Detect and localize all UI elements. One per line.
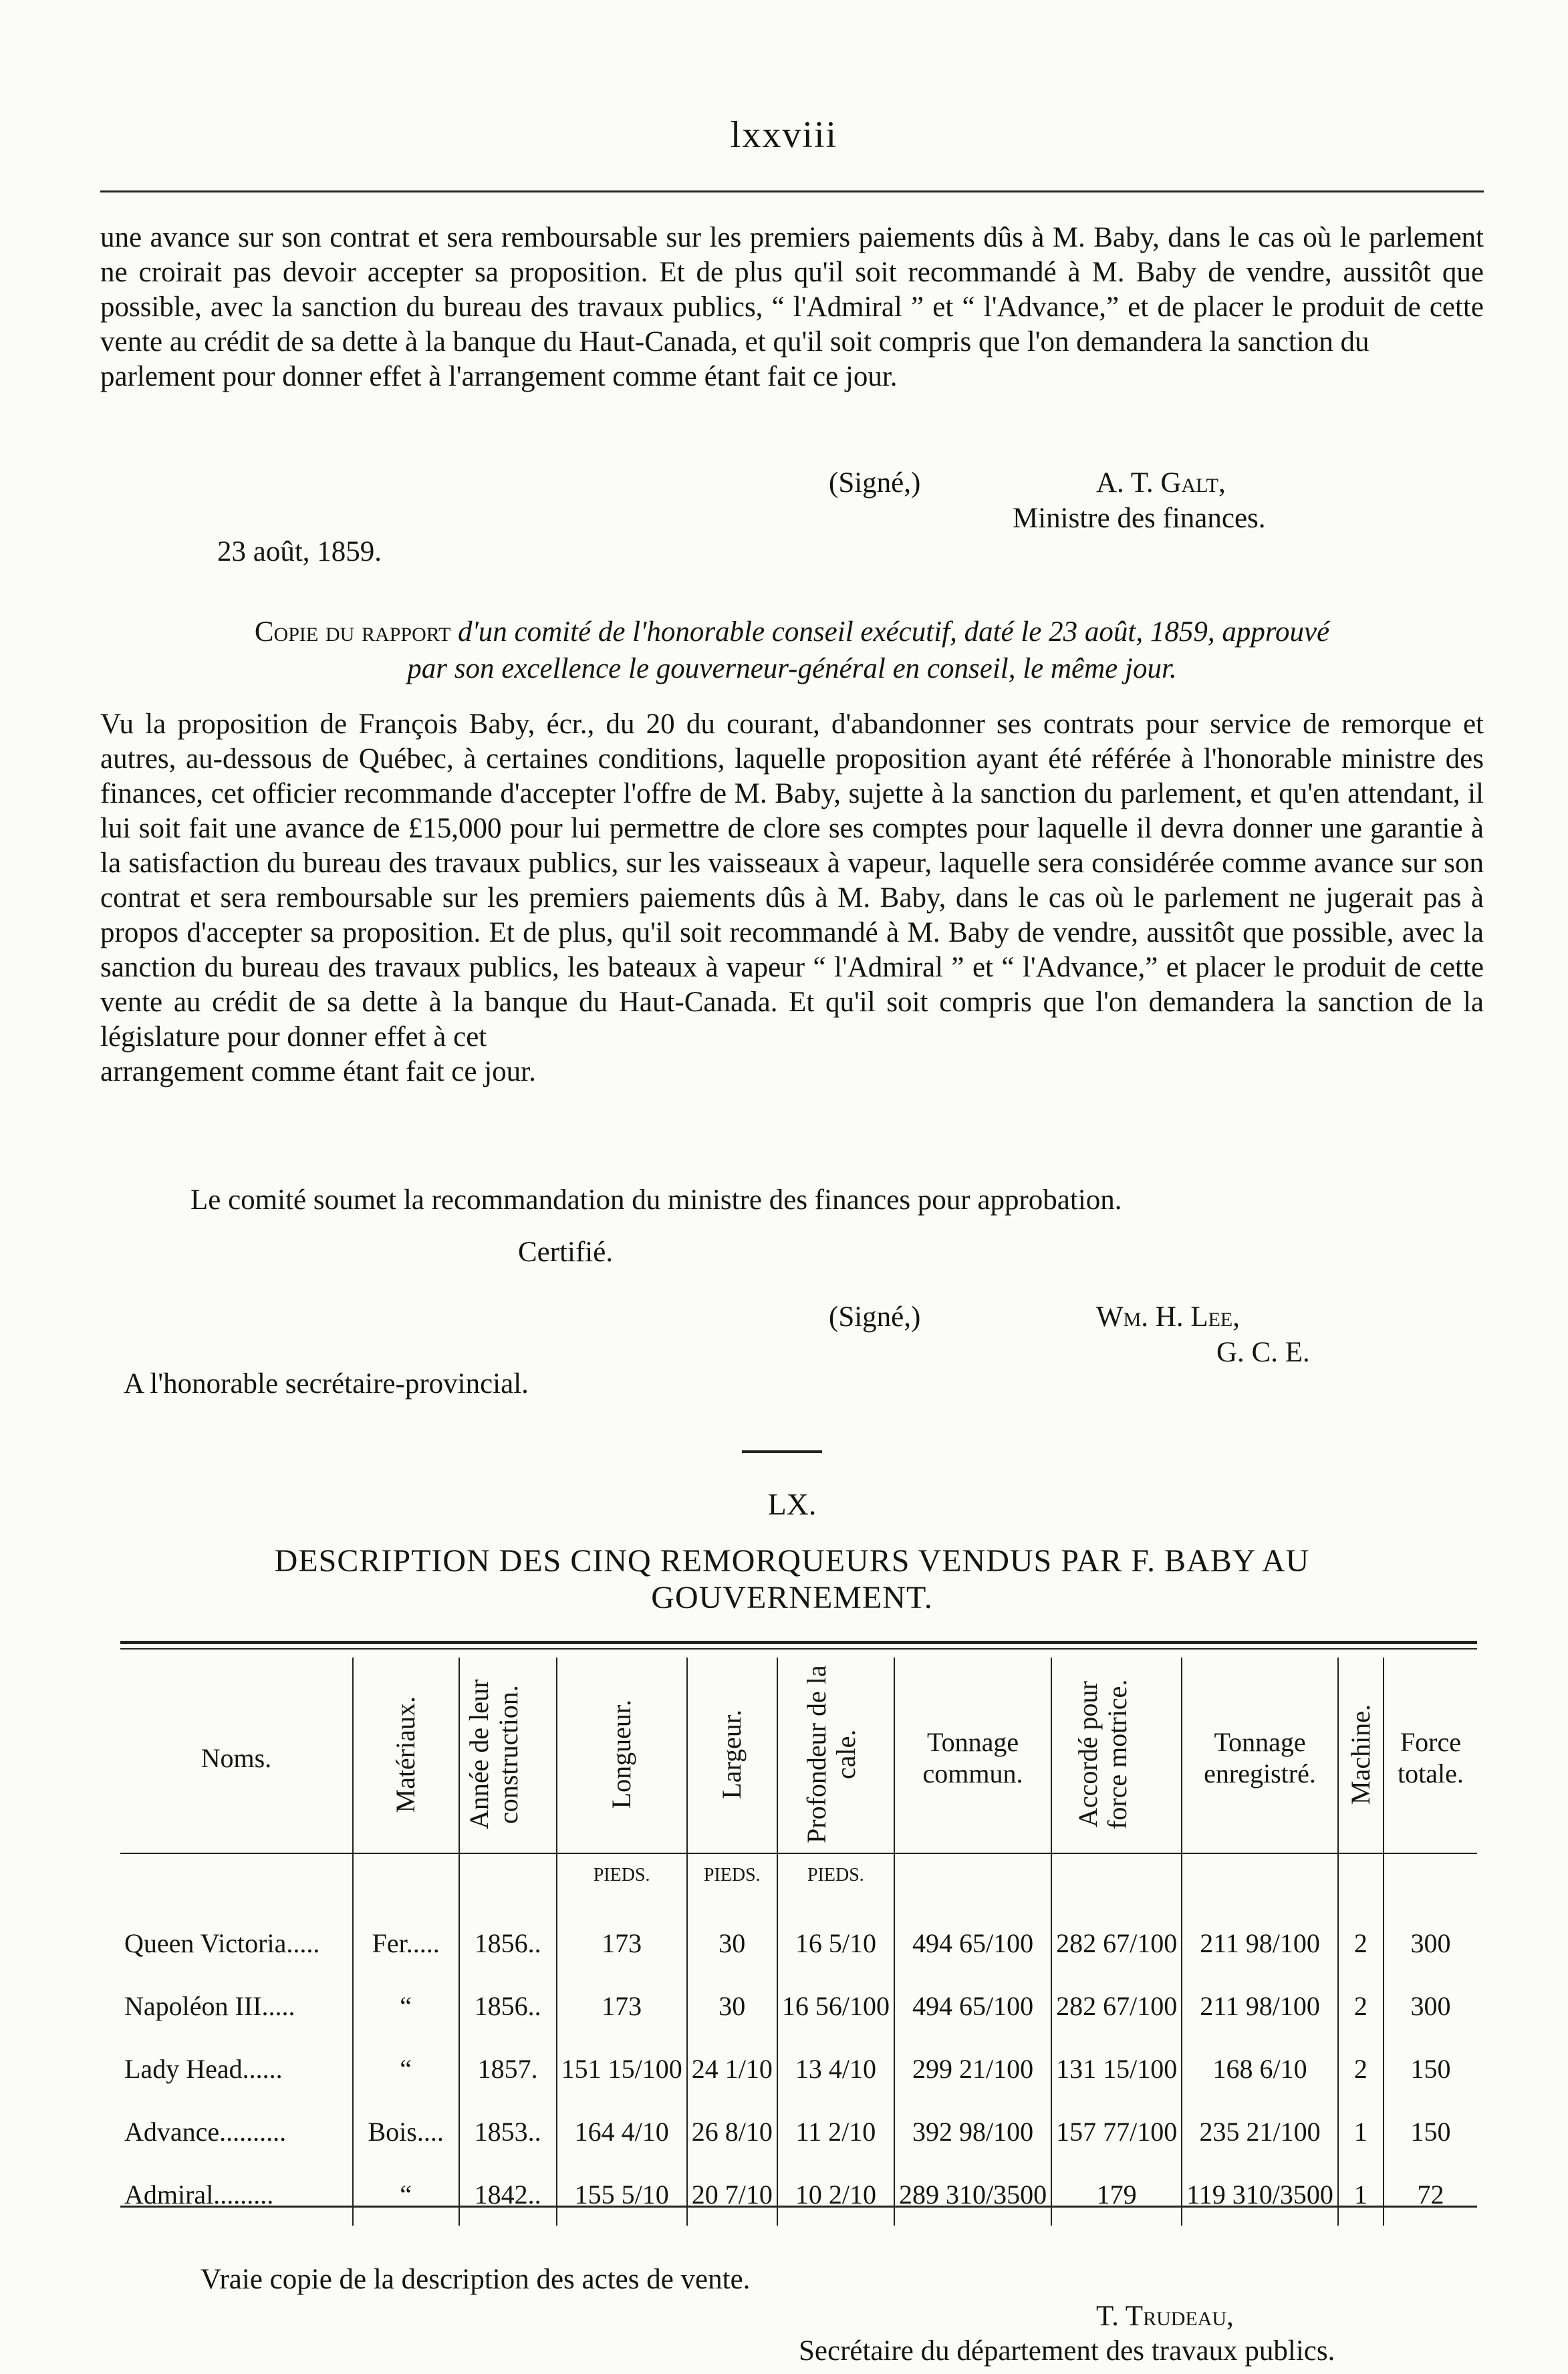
- section-title-2: GOUVERNEMENT.: [651, 1580, 933, 1615]
- table-header-row: [120, 1658, 1477, 1858]
- paragraph-2-body: Vu la proposition de François Baby, écr., du 20 du courant, d'abandonner ses contrats pour service de remorque et autres, au-dessous de Québec, à certaines conditions, laquelle proposition ayant été référée à l'honorable ministre des finances, cet officier recommande d'accepter l'offre de M. Baby, sujette à la sanction du parlement, et qu'en attendant, il lui soit fait une avance de £15,000 pour lui permettre de clore ses comptes pour laquelle il devra donner une garantie à la satisfaction du bureau des travaux publics, sur les vaisseaux à vapeur, laquelle sera considérée comme avance sur son contrat et sera remboursable sur les premiers paiements dûs à M. Baby, dans le cas où le parlement ne jugerait pas à propos d'accepter sa proposition. Et de plus, qu'il soit recommandé à M. Baby de vendre, aussitôt que possible, avec la sanction du bureau des travaux publics, les bateaux à vapeur “ l'Admiral ” et “ l'Advance,” et placer le produit de cette vente au crédit de sa dette à la banque du Haut-Canada. Et qu'il soit compris que l'on demandera la sanction de la législature pour donner effet à cet: [100, 708, 1484, 1053]
- header-tonnage-commun: Tonnage commun.: [894, 1658, 1051, 1858]
- table-units-row: [120, 1858, 1477, 1911]
- cell-name: Admiral.........: [124, 2179, 274, 2210]
- footer-note: Vraie copie de la description des actes de vente.: [201, 2264, 751, 2295]
- unit-profondeur: PIEDS.: [777, 1858, 894, 1911]
- header-annee: Année de leur construction.: [459, 1658, 557, 1858]
- paragraph-2-last-line: arrangement comme étant fait ce jour.: [100, 1056, 536, 1087]
- header-noms: Noms.: [201, 1742, 272, 1773]
- signature-1-title: Ministre des finances.: [1013, 503, 1266, 534]
- header-rule: [100, 190, 1484, 192]
- header-materiaux: Matériaux.: [353, 1658, 459, 1858]
- table-top-rule-thin: [120, 1648, 1477, 1650]
- cell-name: Napoléon III.....: [124, 1990, 295, 2021]
- paragraph-2: [100, 707, 1484, 1089]
- paragraph-3: Le comité soumet la recommandation du ministre des finances pour approbation.: [190, 1184, 1122, 1216]
- paragraph-1-body: une avance sur son contrat et sera remboursable sur les premiers paiements dûs à M. Baby, dans le cas où le parlement ne croirait pas devoir accepter sa proposition. Et de plus qu'il soit recommandé à M. Baby de vendre, aussitôt que possible, avec la sanction du bureau des travaux publics, “ l'Admiral ” et “ l'Advance,” et de placer le produit de cette vente au crédit de sa dette à la banque du Haut-Canada, et qu'il soit compris que l'on demandera la sanction du: [100, 222, 1484, 358]
- certifie: Certifié.: [518, 1236, 614, 1268]
- unit-largeur: PIEDS.: [687, 1858, 777, 1911]
- copie-heading-line-1: [100, 615, 1484, 650]
- table-row: Napoléon III..... “ 1856.. 173 30 16 56/100 494 65/100 282 67/100 211 98/100 2 300: [120, 1974, 1477, 2037]
- cell-name: Advance..........: [124, 2116, 287, 2147]
- copie-heading-lead: Copie du rapport: [254, 616, 451, 648]
- footer-title: Secrétaire du département des travaux publics.: [799, 2335, 1335, 2367]
- table-bottom-rule: [120, 2206, 1477, 2208]
- section-number: LX.: [767, 1487, 817, 1521]
- paragraph-1-last-line: parlement pour donner effet à l'arrangement comme étant fait ce jour.: [100, 361, 898, 392]
- signature-2-title: G. C. E.: [1216, 1337, 1310, 1368]
- table-row: Lady Head...... “ 1857. 151 15/100 24 1/10 13 4/10 299 21/100 131 15/100 168 6/10 2 150: [120, 2037, 1477, 2100]
- footer-name: T. Trudeau,: [1096, 2300, 1234, 2332]
- table-row: Advance.......... Bois.... 1853.. 164 4/10 26 8/10 11 2/10 392 98/100 157 77/100 235 21/100 1 150: [120, 2100, 1477, 2163]
- section-title-1: DESCRIPTION DES CINQ REMORQUEURS VENDUS PAR F. BABY AU: [274, 1543, 1310, 1579]
- unit-longueur: PIEDS.: [557, 1858, 687, 1911]
- table-top-rule-thick: [120, 1641, 1477, 1644]
- cell-name: Queen Victoria.....: [124, 1928, 320, 1958]
- section-divider: [742, 1450, 822, 1453]
- header-largeur: Largeur.: [687, 1658, 777, 1858]
- table-row: Admiral......... “ 1842.. 155 5/10 20 7/10 10 2/10 289 310/3500 179 119 310/3500 1 72: [120, 2163, 1477, 2226]
- table-row: Queen Victoria..... Fer..... 1856.. 173 30 16 5/10 494 65/100 282 67/100 211 98/100 2 300: [120, 1911, 1477, 1974]
- header-longueur: Longueur.: [557, 1658, 687, 1858]
- header-profondeur: Profondeur de la cale.: [777, 1658, 894, 1858]
- tugboat-table: [120, 1658, 1477, 2226]
- copie-heading-line-2: par son excellence le gouverneur-général en conseil, le même jour.: [407, 653, 1177, 684]
- header-machine: Machine.: [1338, 1658, 1384, 1858]
- signature-2-name: Wm. H. Lee,: [1096, 1301, 1240, 1333]
- header-force-totale: Force totale.: [1384, 1658, 1477, 1858]
- signature-1-date: 23 août, 1859.: [217, 536, 382, 567]
- addressee: A l'honorable secrétaire-provincial.: [124, 1368, 529, 1400]
- signature-1-name: A. T. Galt,: [1096, 467, 1226, 499]
- paragraph-1: [100, 221, 1484, 394]
- header-accorde: Accordé pour force motrice.: [1051, 1658, 1182, 1858]
- header-tonnage-enregistre: Tonnage enregistré.: [1182, 1658, 1338, 1858]
- signature-2-signe: (Signé,): [829, 1301, 921, 1333]
- cell-name: Lady Head......: [124, 2053, 283, 2084]
- copie-heading-rest: d'un comité de l'honorable conseil exécutif, daté le 23 août, 1859, approuvé: [458, 616, 1330, 648]
- signature-1-signe: (Signé,): [829, 467, 921, 499]
- page-number: lxxviii: [730, 114, 838, 156]
